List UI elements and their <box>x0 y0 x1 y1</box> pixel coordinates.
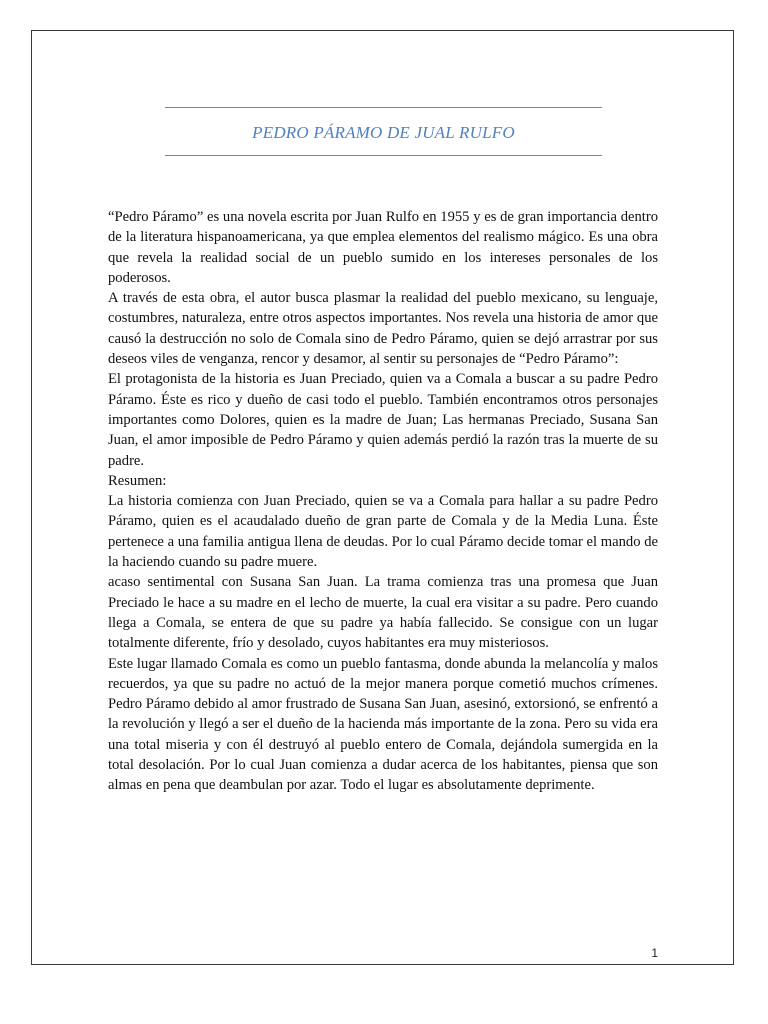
paragraph-purpose: A través de esta obra, el autor busca plasmar la realidad del pueblo mexicano, su lenguaje, costumbres, naturaleza, entre otros aspectos importantes. Nos revela una historia de amor que causó la destrucción no solo de Comala sino de Pedro Páramo, quien se dejó arrastrar por sus deseos viles de venganza, rencor y desamor, al sentir su personajes de “Pedro Páramo”: <box>108 290 658 368</box>
section-heading-resumen: Resumen: <box>108 472 167 489</box>
paragraph-summary-start: La historia comienza con Juan Preciado, quien se va a Comala para hallar a su padre Pedro Páramo, quien es el acaudalado dueño de gran parte de Comala y de la Media Luna. Éste pertenece a una familia antigua llena de deudas. Por lo cual Páramo decide tomar el mando de la haciendo cuando su padre muere. <box>108 493 658 571</box>
paragraph-summary-comala: Este lugar llamado Comala es como un pueblo fantasma, donde abunda la melancolía y malos recuerdos, ya que su padre no actuó de la mejor manera porque cometió muchos crímenes. Pedro Páramo debido al amor frustrado de Susana San Juan, asesinó, extorsionó, se enfrentó a la revolución y llegó a ser el dueño de la hacienda más importante de la zona. Pero su vida era una total miseria y con él destruyó al pueblo entero de Comala, dejándola sumergida en la total desolación. Por lo cual Juan comienza a dudar acerca de los habitantes, piensa que son almas en pena que deambulan por azar. Todo el lugar es absolutamente deprimente. <box>108 655 658 794</box>
title-rule-top <box>165 107 602 108</box>
document-title: PEDRO PÁRAMO DE JUAL RULFO <box>252 123 515 142</box>
document-body <box>108 207 658 796</box>
page-number: 1 <box>651 946 658 960</box>
paragraph-summary-plot: acaso sentimental con Susana San Juan. La trama comienza tras una promesa que Juan Preciado le hace a su madre en el lecho de muerte, la cual era visitar a su padre. Pero cuando llega a Comala, se entera de que su padre ya había fallecido. Se consigue con un lugar totalmente diferente, frío y desolado, cuyos habitantes era muy misteriosos. <box>108 574 658 652</box>
paragraph-intro: “Pedro Páramo” es una novela escrita por Juan Rulfo en 1955 y es de gran importancia dentro de la literatura hispanoamericana, ya que emplea elementos del realismo mágico. Es una obra que revela la realidad social de un pueblo sumido en los intereses personales de los poderosos. <box>108 209 658 286</box>
title-rule-bottom <box>165 155 602 156</box>
paragraph-characters: El protagonista de la historia es Juan Preciado, quien va a Comala a buscar a su padre Pedro Páramo. Éste es rico y dueño de casi todo el pueblo. También encontramos otros personajes importantes como Dolores, quien es la madre de Juan; Las hermanas Preciado, Susana San Juan, el amor imposible de Pedro Páramo y quien además perdió la razón tras la muerte de su padre. <box>108 371 658 469</box>
